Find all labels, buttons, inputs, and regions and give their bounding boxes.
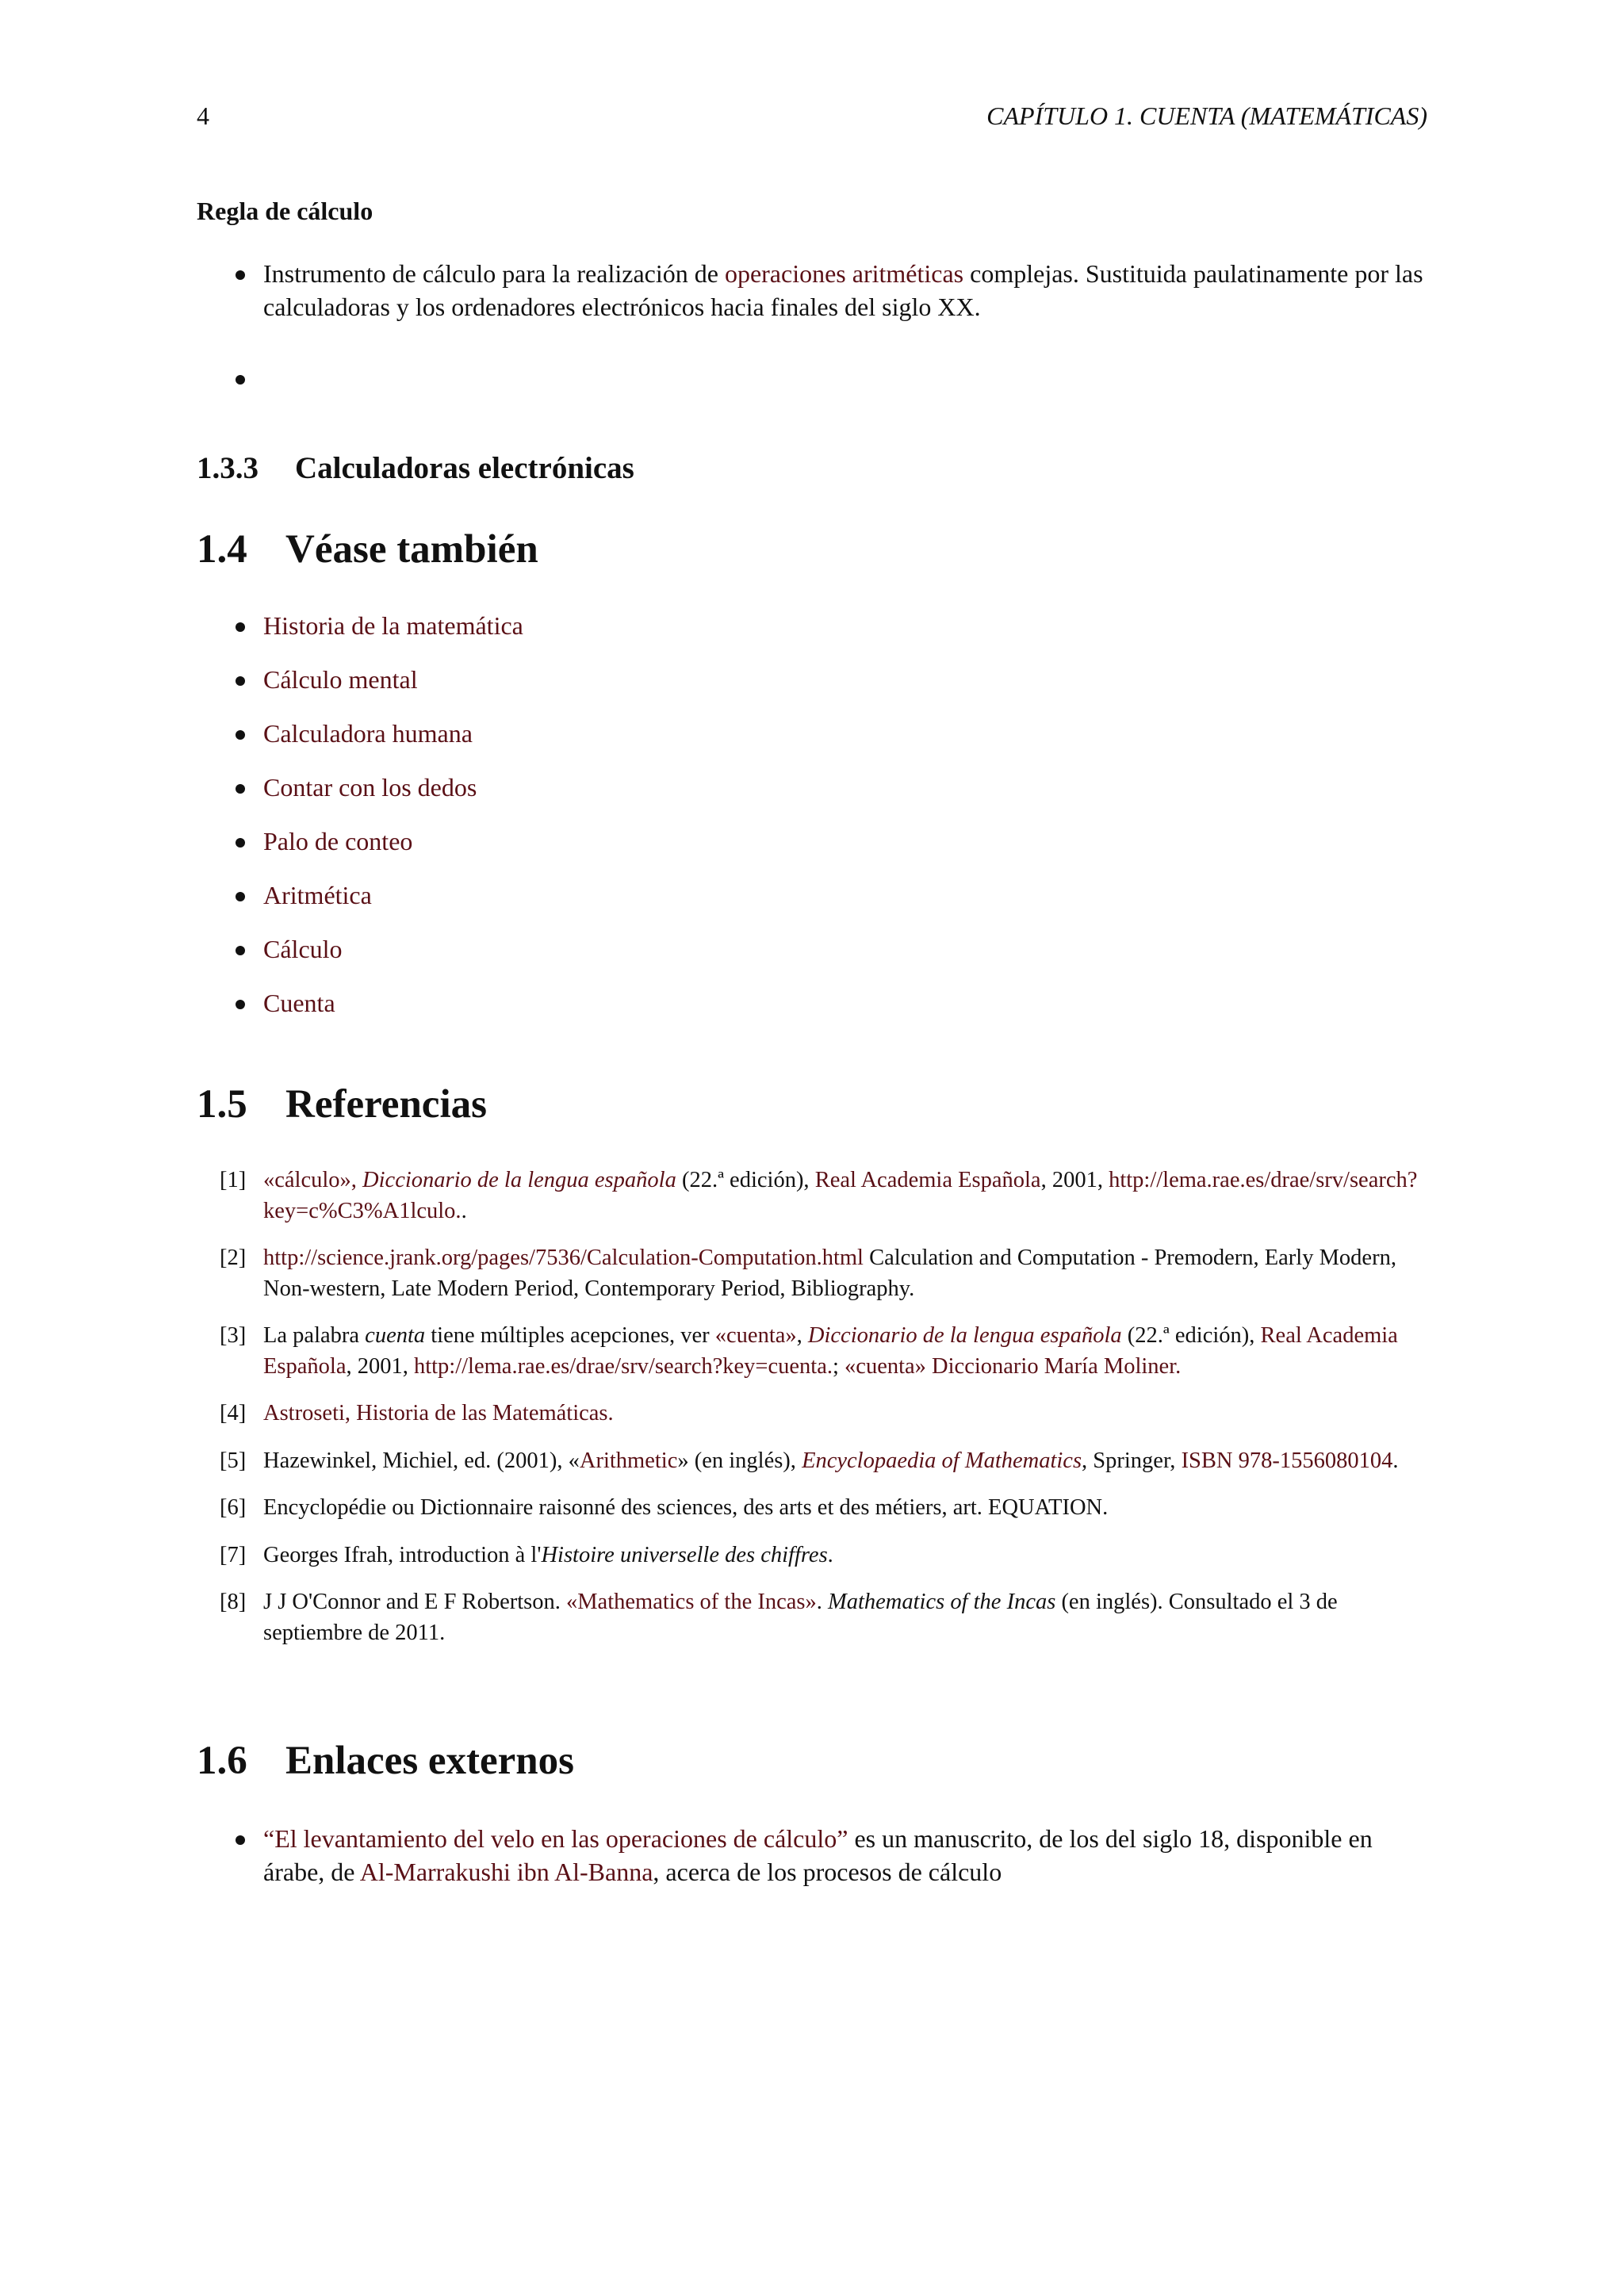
- reference-text: Encyclopédie ou Dictionnaire raisonné des sciences, des arts et des métiers, art. EQUATION.: [263, 1495, 1109, 1520]
- bullet-icon: [236, 838, 245, 848]
- list-item: [197, 825, 1427, 878]
- list-item: [197, 609, 1427, 663]
- bullet-icon: [236, 622, 245, 632]
- bullet-icon: [236, 270, 245, 280]
- list-item: [197, 1822, 1427, 1888]
- reference-label: [4]: [220, 1401, 247, 1425]
- section-number: 1.3.3: [197, 451, 259, 485]
- link-see-also[interactable]: Contar con los dedos: [263, 773, 477, 802]
- link-see-also[interactable]: Cuenta: [263, 989, 335, 1017]
- section-heading-1-5: [197, 1081, 487, 1127]
- reference-italic: cuenta: [365, 1323, 426, 1348]
- running-header: [197, 101, 1427, 140]
- reference-link[interactable]: Arithmetic: [579, 1448, 678, 1473]
- section-title: Referencias: [285, 1082, 487, 1127]
- reference-link[interactable]: Real Academia Española: [814, 1168, 1041, 1192]
- reference-item: [197, 1243, 1427, 1304]
- bullet-icon: [236, 730, 245, 740]
- reference-text: tiene múltiples acepciones, ver: [425, 1323, 715, 1348]
- external-links-list: [197, 1822, 1427, 1888]
- reference-italic: Mathematics of the Incas: [828, 1590, 1056, 1614]
- reference-item: [197, 1165, 1427, 1226]
- reference-text: .: [461, 1198, 467, 1223]
- reference-link[interactable]: Astroseti, Historia de las Matemáticas.: [263, 1401, 614, 1425]
- section-number: 1.6: [197, 1739, 247, 1783]
- list-item: [197, 663, 1427, 717]
- reference-italic[interactable]: Diccionario de la lengua española: [362, 1168, 676, 1192]
- reference-link[interactable]: «Mathematics of the Incas»: [565, 1590, 817, 1614]
- link-see-also[interactable]: Cálculo: [263, 935, 343, 963]
- reference-text[interactable]: «cálculo»,: [263, 1168, 363, 1192]
- external-link-text: , acerca de los procesos de cálculo: [653, 1858, 1002, 1886]
- regla-text-post: complejas. Sustituida paulatinamente por las calculadoras y los ordenadores electrónicos hacia finales del siglo XX.: [263, 259, 1423, 321]
- reference-text: (en inglés). Consultado el 3 de septiembre de 2011.: [263, 1590, 1338, 1645]
- reference-item: [197, 1399, 1427, 1429]
- reference-text: , Springer,: [1082, 1448, 1182, 1473]
- link-see-also[interactable]: Calculadora humana: [263, 719, 473, 748]
- reference-italic: Histoire universelle des chiffres: [541, 1542, 828, 1567]
- list-item-empty: [197, 362, 1427, 395]
- bullet-icon: [236, 375, 245, 385]
- chapter-title: CAPÍTULO 1. CUENTA (MATEMÁTICAS): [986, 101, 1427, 130]
- reference-url[interactable]: http://science.jrank.org/pages/7536/Calculation-Computation.html: [263, 1246, 864, 1270]
- regla-text-pre: Instrumento de cálculo para la realización de: [263, 259, 725, 288]
- section-heading-1-4: [197, 526, 538, 572]
- regla-list: [197, 257, 1427, 395]
- reference-url[interactable]: http://lema.rae.es/drae/srv/search?key=cuenta.: [413, 1353, 833, 1379]
- section-title: Calculadoras electrónicas: [295, 451, 634, 485]
- bullet-icon: [236, 946, 245, 955]
- reference-text: Georges Ifrah, introduction à l': [263, 1542, 542, 1567]
- bullet-icon: [236, 1835, 245, 1845]
- reference-text: ,: [796, 1323, 808, 1348]
- see-also-list: [197, 609, 1427, 1040]
- link-see-also[interactable]: Aritmética: [263, 881, 372, 909]
- references-list: [197, 1165, 1427, 1665]
- reference-link[interactable]: «cuenta»: [714, 1323, 797, 1348]
- reference-item: [197, 1587, 1427, 1648]
- link-see-also[interactable]: Palo de conteo: [263, 827, 413, 855]
- section-heading-1-6: [197, 1738, 574, 1784]
- section-title: Véase también: [285, 527, 538, 572]
- section-heading-1-3-3: [197, 450, 634, 486]
- reference-label: [7]: [220, 1542, 247, 1567]
- reference-label: [6]: [220, 1495, 247, 1520]
- bullet-icon: [236, 892, 245, 901]
- reference-item: [197, 1493, 1427, 1524]
- reference-text: .: [816, 1590, 828, 1614]
- list-item: [197, 932, 1427, 986]
- bullet-icon: [236, 676, 245, 686]
- reference-text: » (en inglés),: [677, 1448, 802, 1473]
- link-see-also[interactable]: Cálculo mental: [263, 665, 418, 694]
- link-manuscript[interactable]: “El levantamiento del velo en las operaciones de cálculo”: [263, 1824, 848, 1853]
- reference-italic[interactable]: Diccionario de la lengua española: [807, 1323, 1122, 1348]
- reference-text: .: [1392, 1448, 1399, 1473]
- list-item: [197, 717, 1427, 771]
- reference-text: Calculation and Computation - Premodern, Early Modern, Non-western, Late Modern Period, Contemporary Period, Bibliography.: [263, 1246, 1396, 1301]
- reference-label: [1]: [220, 1168, 247, 1192]
- reference-italic[interactable]: Encyclopaedia of Mathematics: [802, 1448, 1082, 1473]
- section-number: 1.5: [197, 1082, 247, 1127]
- reference-label: [3]: [220, 1323, 247, 1348]
- reference-text: .: [827, 1542, 833, 1567]
- reference-label: [2]: [220, 1246, 247, 1270]
- reference-url[interactable]: http://lema.rae.es/drae/srv/search?key=c%C3%A1lculo.: [263, 1168, 1418, 1223]
- paragraph-title-regla: Regla de cálculo: [197, 197, 373, 225]
- reference-link[interactable]: Real Academia Española: [263, 1323, 1398, 1379]
- reference-isbn[interactable]: ISBN 978-1556080104: [1181, 1448, 1393, 1473]
- list-item: [197, 986, 1427, 1040]
- bullet-icon: [236, 1000, 245, 1009]
- link-al-marrakushi[interactable]: Al-Marrakushi ibn Al-Banna: [359, 1858, 653, 1886]
- reference-item: [197, 1321, 1427, 1382]
- reference-link[interactable]: «cuenta» Diccionario María Moliner.: [845, 1353, 1182, 1379]
- reference-label: [8]: [220, 1590, 247, 1614]
- page-number: 4: [197, 101, 209, 130]
- list-item: [197, 771, 1427, 825]
- section-number: 1.4: [197, 527, 247, 572]
- reference-text: La palabra: [263, 1323, 366, 1348]
- reference-text: Hazewinkel, Michiel, ed. (2001), «: [263, 1448, 580, 1473]
- bullet-icon: [236, 784, 245, 794]
- reference-text: , 2001,: [1040, 1168, 1109, 1192]
- reference-label: [5]: [220, 1448, 247, 1473]
- link-operaciones-aritmeticas[interactable]: operaciones aritméticas: [724, 259, 964, 288]
- external-link-text: es un manuscrito, de los del siglo 18, disponible en árabe, de: [263, 1824, 1373, 1886]
- reference-text: , 2001,: [346, 1353, 414, 1379]
- reference-item: [197, 1446, 1427, 1477]
- section-title: Enlaces externos: [285, 1739, 575, 1783]
- reference-item: [197, 1540, 1427, 1571]
- reference-text: (22.ª edición),: [676, 1168, 815, 1192]
- reference-text: J J O'Connor and E F Robertson.: [263, 1590, 566, 1614]
- list-item: [197, 878, 1427, 932]
- reference-text: (22.ª edición),: [1121, 1323, 1261, 1348]
- reference-text: ;: [833, 1353, 845, 1379]
- list-item: [197, 257, 1427, 323]
- link-see-also[interactable]: Historia de la matemática: [263, 611, 523, 640]
